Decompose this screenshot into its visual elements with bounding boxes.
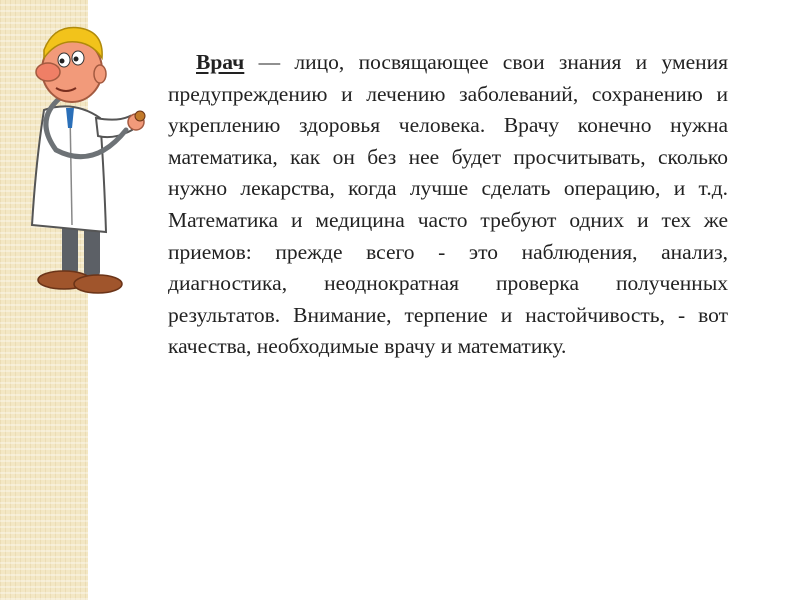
paragraph-line: результатов. Внимание, терпение и xyxy=(168,302,513,327)
paragraph-line: это наблюдения, анализ, диагностика, xyxy=(168,239,728,296)
paragraph-line: требуют одних и тех же приемов: прежде всего - xyxy=(168,207,728,264)
term-doctor: Врач xyxy=(196,50,245,74)
paragraph-line: настойчивость, - вот качества, необходимые xyxy=(168,302,729,359)
paragraph-line: заболеваний, сохранению и укреплению xyxy=(168,81,728,138)
paragraph-line: операцию, и т.д. Математика и медицина часто xyxy=(168,176,729,232)
paragraph-line: врачу и математику. xyxy=(384,334,567,359)
paragraph-line: — лицо, посвящающее свои знания и xyxy=(258,50,648,74)
paragraph-line: умения предупреждению и лечению xyxy=(168,50,729,106)
paragraph-line: математика, как он без нее будет просчитывать, xyxy=(168,144,646,169)
doctor-illustration xyxy=(14,10,164,300)
paragraph-line: здоровья человека. Врачу конечно нужна xyxy=(298,113,728,138)
paragraph-line: неоднократная проверка полученных xyxy=(324,271,729,296)
paragraph-line: сколько нужно лекарства, когда лучше сделать xyxy=(168,144,728,201)
doctor-description-paragraph xyxy=(168,47,728,363)
